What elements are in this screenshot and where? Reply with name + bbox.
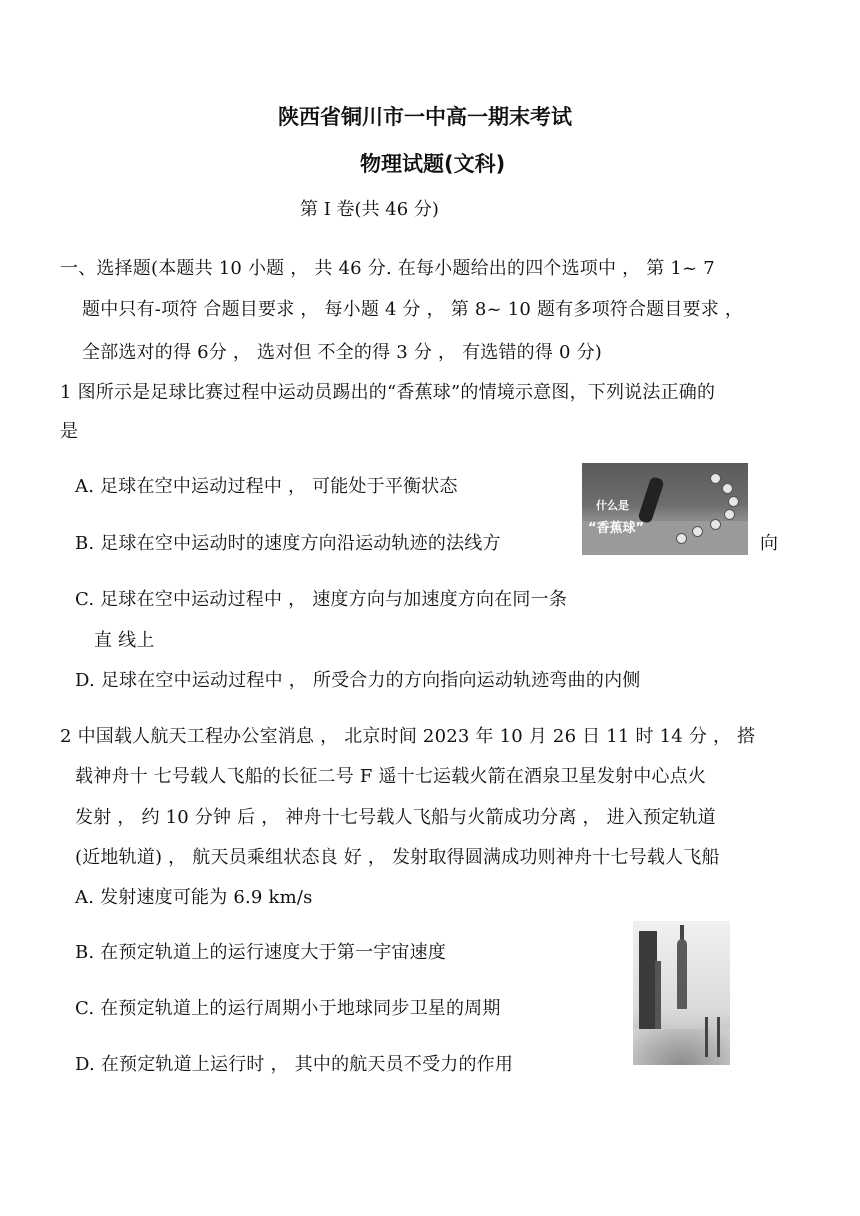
q1-option-c-line2: 直 线上 bbox=[94, 630, 155, 651]
q2-option-a: A. 发射速度可能为 6.9 km/s bbox=[75, 887, 313, 908]
ball bbox=[676, 533, 687, 544]
q2-stem-line4: (近地轨道) ， 航天员乘组状态良 好 ， 发射取得圆满成功则神舟十七号载人飞船 bbox=[75, 847, 720, 868]
lightning-pole bbox=[717, 1017, 720, 1057]
q1-option-b: B. 足球在空中运动时的速度方向沿运动轨迹的法线方 bbox=[75, 533, 501, 554]
rocket bbox=[677, 939, 687, 1009]
q2-option-b: B. 在预定轨道上的运行速度大于第一宇宙速度 bbox=[75, 942, 447, 963]
ball bbox=[722, 483, 733, 494]
banana-kick-image bbox=[582, 463, 748, 555]
q1-stem-line2: 是 bbox=[60, 421, 79, 442]
ball bbox=[692, 526, 703, 537]
q2-option-c: C. 在预定轨道上的运行周期小于地球同步卫星的周期 bbox=[75, 998, 501, 1019]
rocket-launch-image bbox=[633, 921, 730, 1065]
q1-option-c-line1: C. 足球在空中运动过程中 ， 速度方向与加速度方向在同一条 bbox=[75, 589, 568, 610]
q2-stem-line2: 载神舟十 七号载人飞船的长征二号 F 遥十七运载火箭在酒泉卫星发射中心点火 bbox=[75, 766, 707, 787]
ball bbox=[710, 519, 721, 530]
ball bbox=[710, 473, 721, 484]
q1-option-b-tail: 向 bbox=[760, 533, 779, 554]
q1-stem-line1: 1 图所示是足球比赛过程中运动员踢出的“香蕉球”的情境示意图，下列说法正确的 bbox=[60, 382, 716, 403]
q2-stem-line1: 2 中国载人航天工程办公室消息 ， 北京时间 2023 年 10 月 26 日 11 时 14 分 ， 搭 bbox=[60, 726, 756, 747]
section-instructions-line1: 一、选择题(本题共 10 小题 ， 共 46 分. 在每小题给出的四个选项中 ， 第 1~ 7 bbox=[60, 258, 715, 279]
launch-smoke bbox=[633, 1029, 730, 1065]
ball bbox=[728, 496, 739, 507]
q2-stem-line3: 发射 ， 约 10 分钟 后 ， 神舟十七号载人飞船与火箭成功分离 ， 进入预定轨道 bbox=[75, 807, 716, 828]
section-instructions-line3: 全部选对的得 6分 ， 选对但 不全的得 3 分 ， 有选错的得 0 分) bbox=[82, 342, 602, 363]
lightning-pole bbox=[705, 1017, 708, 1057]
image-caption-2: “香蕉球” bbox=[588, 521, 645, 536]
q1-option-a: A. 足球在空中运动过程中 ， 可能处于平衡状态 bbox=[75, 476, 458, 497]
exam-subtitle: 物理试题(文科) bbox=[360, 152, 506, 176]
exam-title: 陕西省铜川市一中高一期末考试 bbox=[278, 105, 572, 129]
image-caption-1: 什么是 bbox=[596, 499, 629, 512]
ball bbox=[724, 509, 735, 520]
q1-option-d: D. 足球在空中运动过程中 ， 所受合力的方向指向运动轨迹弯曲的内侧 bbox=[75, 670, 641, 691]
q2-option-d: D. 在预定轨道上运行时 ， 其中的航天员不受力的作用 bbox=[75, 1054, 514, 1075]
part-label: 第 Ⅰ 卷(共 46 分) bbox=[300, 199, 439, 220]
section-instructions-line2: 题中只有-项符 合题目要求 ， 每小题 4 分 ， 第 8~ 10 题有多项符合题目要求 ， bbox=[82, 299, 744, 320]
